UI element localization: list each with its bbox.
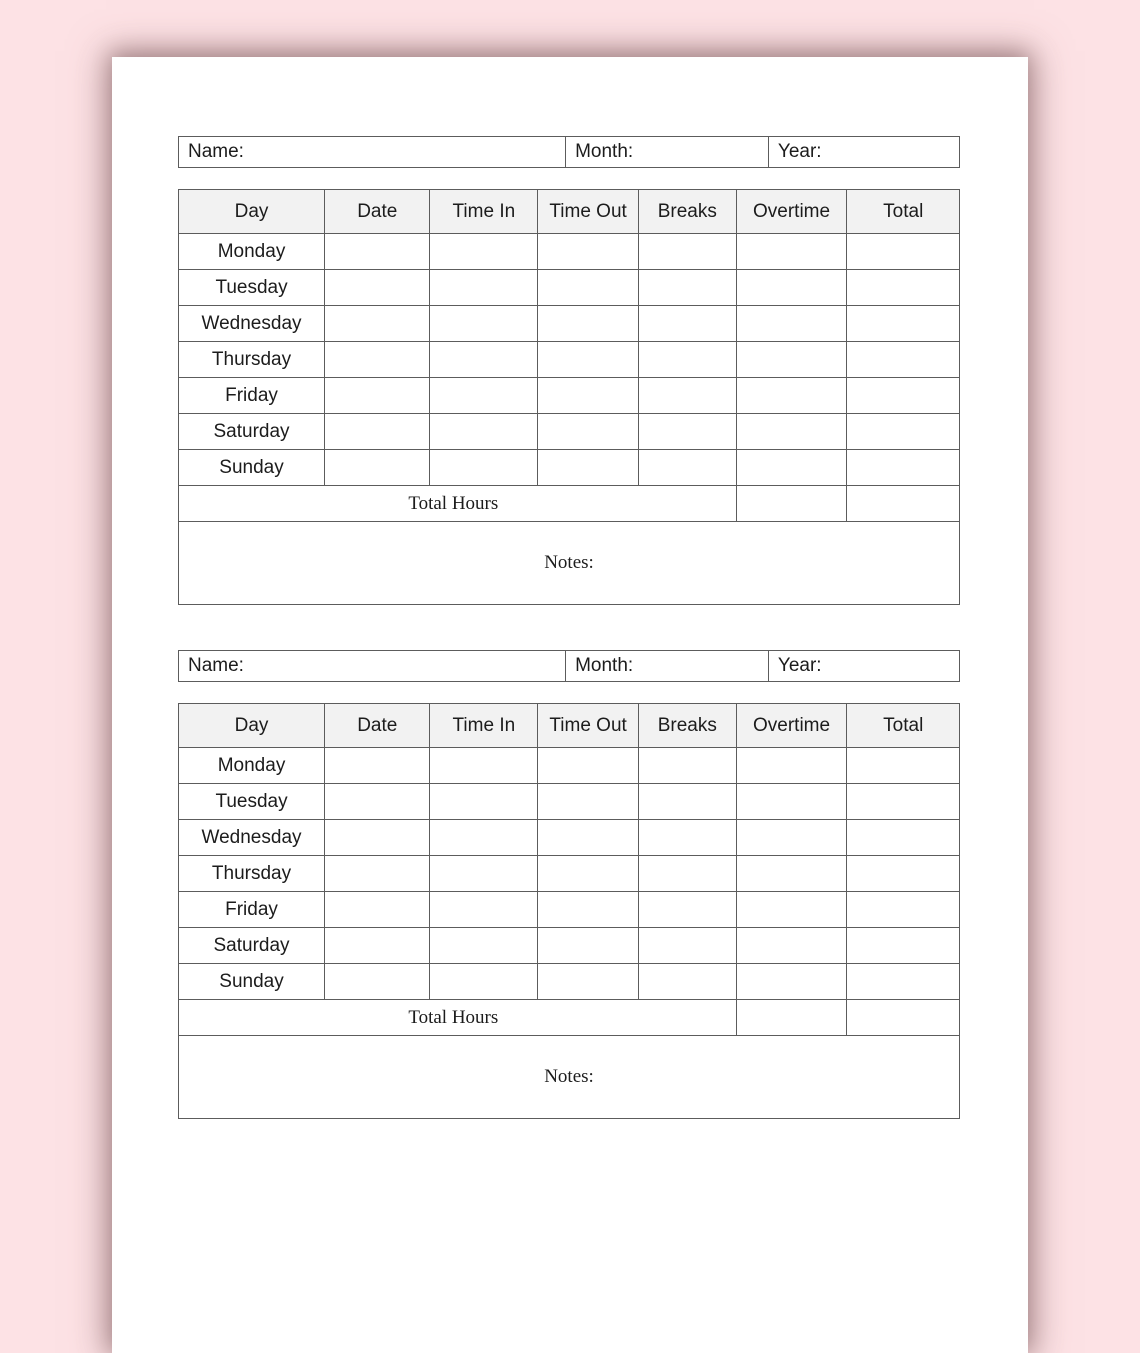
col-header-time-out: Time Out (538, 704, 639, 748)
total-hours-row (179, 486, 960, 522)
empty-cell (736, 306, 847, 342)
empty-cell (325, 342, 430, 378)
total-overtime-cell (736, 486, 847, 522)
empty-cell (430, 892, 538, 928)
day-row-wednesday (179, 306, 960, 342)
empty-cell (638, 270, 736, 306)
month-field (565, 651, 768, 681)
day-row-tuesday (179, 784, 960, 820)
notes-label: Notes: (544, 1066, 594, 1087)
day-cell-saturday: Saturday (179, 414, 325, 450)
day-cell-friday: Friday (179, 892, 325, 928)
col-header-total: Total (847, 190, 960, 234)
empty-cell (736, 784, 847, 820)
empty-cell (538, 270, 639, 306)
year-field (768, 651, 959, 681)
total-overtime-cell (736, 1000, 847, 1036)
name-label: Name: (188, 141, 244, 162)
empty-cell (538, 892, 639, 928)
day-cell-tuesday: Tuesday (179, 784, 325, 820)
day-cell-tuesday: Tuesday (179, 270, 325, 306)
paper-sheet (112, 57, 1028, 1353)
timesheet-block (178, 136, 960, 605)
empty-cell (325, 270, 430, 306)
empty-cell (847, 784, 960, 820)
empty-cell (325, 856, 430, 892)
empty-cell (847, 414, 960, 450)
empty-cell (638, 234, 736, 270)
name-label: Name: (188, 655, 244, 676)
name-field (179, 651, 565, 681)
empty-cell (638, 820, 736, 856)
day-cell-monday: Monday (179, 234, 325, 270)
empty-cell (325, 928, 430, 964)
day-cell-saturday: Saturday (179, 928, 325, 964)
empty-cell (430, 964, 538, 1000)
empty-cell (430, 270, 538, 306)
col-header-overtime: Overtime (736, 190, 847, 234)
empty-cell (538, 378, 639, 414)
empty-cell (847, 892, 960, 928)
header-row (179, 190, 960, 234)
empty-cell (736, 892, 847, 928)
empty-cell (638, 342, 736, 378)
empty-cell (736, 748, 847, 784)
empty-cell (638, 748, 736, 784)
empty-cell (325, 964, 430, 1000)
empty-cell (736, 450, 847, 486)
day-cell-sunday: Sunday (179, 450, 325, 486)
day-cell-monday: Monday (179, 748, 325, 784)
empty-cell (325, 234, 430, 270)
empty-cell (538, 306, 639, 342)
col-header-date: Date (325, 704, 430, 748)
empty-cell (538, 414, 639, 450)
empty-cell (538, 342, 639, 378)
day-row-thursday (179, 342, 960, 378)
empty-cell (847, 234, 960, 270)
empty-cell (847, 378, 960, 414)
empty-cell (538, 820, 639, 856)
empty-cell (430, 928, 538, 964)
empty-cell (736, 414, 847, 450)
empty-cell (847, 964, 960, 1000)
empty-cell (325, 820, 430, 856)
empty-cell (430, 234, 538, 270)
empty-cell (430, 820, 538, 856)
day-row-sunday (179, 450, 960, 486)
notes-row (179, 522, 960, 605)
notes-cell (179, 522, 960, 605)
empty-cell (638, 856, 736, 892)
day-cell-thursday: Thursday (179, 856, 325, 892)
month-field (565, 137, 768, 167)
empty-cell (538, 856, 639, 892)
day-row-tuesday (179, 270, 960, 306)
empty-cell (538, 450, 639, 486)
empty-cell (325, 378, 430, 414)
empty-cell (325, 414, 430, 450)
empty-cell (430, 414, 538, 450)
header-row (179, 704, 960, 748)
year-label: Year: (777, 141, 822, 162)
empty-cell (325, 748, 430, 784)
empty-cell (325, 784, 430, 820)
col-header-time-in: Time In (430, 190, 538, 234)
empty-cell (430, 856, 538, 892)
col-header-total: Total (847, 704, 960, 748)
empty-cell (538, 748, 639, 784)
timesheet-table (178, 703, 960, 1119)
day-row-saturday (179, 928, 960, 964)
empty-cell (430, 748, 538, 784)
day-cell-wednesday: Wednesday (179, 306, 325, 342)
day-row-sunday (179, 964, 960, 1000)
total-value-cell (847, 486, 960, 522)
sheet-content (112, 57, 1028, 1119)
day-row-wednesday (179, 820, 960, 856)
empty-cell (736, 856, 847, 892)
empty-cell (847, 450, 960, 486)
col-header-overtime: Overtime (736, 704, 847, 748)
month-label: Month: (575, 141, 634, 162)
day-row-monday (179, 234, 960, 270)
day-row-thursday (179, 856, 960, 892)
day-cell-wednesday: Wednesday (179, 820, 325, 856)
empty-cell (638, 378, 736, 414)
empty-cell (325, 450, 430, 486)
empty-cell (430, 784, 538, 820)
empty-cell (847, 342, 960, 378)
day-cell-friday: Friday (179, 378, 325, 414)
empty-cell (847, 856, 960, 892)
col-header-date: Date (325, 190, 430, 234)
empty-cell (430, 378, 538, 414)
empty-cell (638, 414, 736, 450)
col-header-time-in: Time In (430, 704, 538, 748)
col-header-day: Day (179, 190, 325, 234)
timesheet-block (178, 650, 960, 1119)
empty-cell (538, 234, 639, 270)
empty-cell (736, 342, 847, 378)
empty-cell (847, 928, 960, 964)
empty-cell (736, 378, 847, 414)
empty-cell (325, 306, 430, 342)
col-header-breaks: Breaks (638, 190, 736, 234)
notes-label: Notes: (544, 552, 594, 573)
empty-cell (736, 234, 847, 270)
empty-cell (538, 784, 639, 820)
empty-cell (847, 270, 960, 306)
empty-cell (847, 820, 960, 856)
empty-cell (430, 342, 538, 378)
empty-cell (638, 964, 736, 1000)
notes-row (179, 1036, 960, 1119)
col-header-breaks: Breaks (638, 704, 736, 748)
empty-cell (847, 748, 960, 784)
info-bar (178, 650, 960, 682)
total-hours-label: Total Hours (179, 1000, 737, 1036)
empty-cell (430, 306, 538, 342)
empty-cell (736, 964, 847, 1000)
empty-cell (538, 964, 639, 1000)
col-header-time-out: Time Out (538, 190, 639, 234)
name-field (179, 137, 565, 167)
day-row-friday (179, 892, 960, 928)
day-cell-sunday: Sunday (179, 964, 325, 1000)
total-hours-label: Total Hours (179, 486, 737, 522)
empty-cell (538, 928, 639, 964)
day-row-saturday (179, 414, 960, 450)
total-hours-row (179, 1000, 960, 1036)
empty-cell (430, 450, 538, 486)
empty-cell (638, 892, 736, 928)
empty-cell (736, 928, 847, 964)
total-value-cell (847, 1000, 960, 1036)
empty-cell (638, 784, 736, 820)
timesheet-table (178, 189, 960, 605)
year-field (768, 137, 959, 167)
notes-cell (179, 1036, 960, 1119)
day-cell-thursday: Thursday (179, 342, 325, 378)
empty-cell (847, 306, 960, 342)
col-header-day: Day (179, 704, 325, 748)
year-label: Year: (777, 655, 822, 676)
empty-cell (325, 892, 430, 928)
info-bar (178, 136, 960, 168)
empty-cell (736, 820, 847, 856)
month-label: Month: (575, 655, 634, 676)
empty-cell (638, 928, 736, 964)
empty-cell (736, 270, 847, 306)
empty-cell (638, 306, 736, 342)
day-row-friday (179, 378, 960, 414)
empty-cell (638, 450, 736, 486)
day-row-monday (179, 748, 960, 784)
